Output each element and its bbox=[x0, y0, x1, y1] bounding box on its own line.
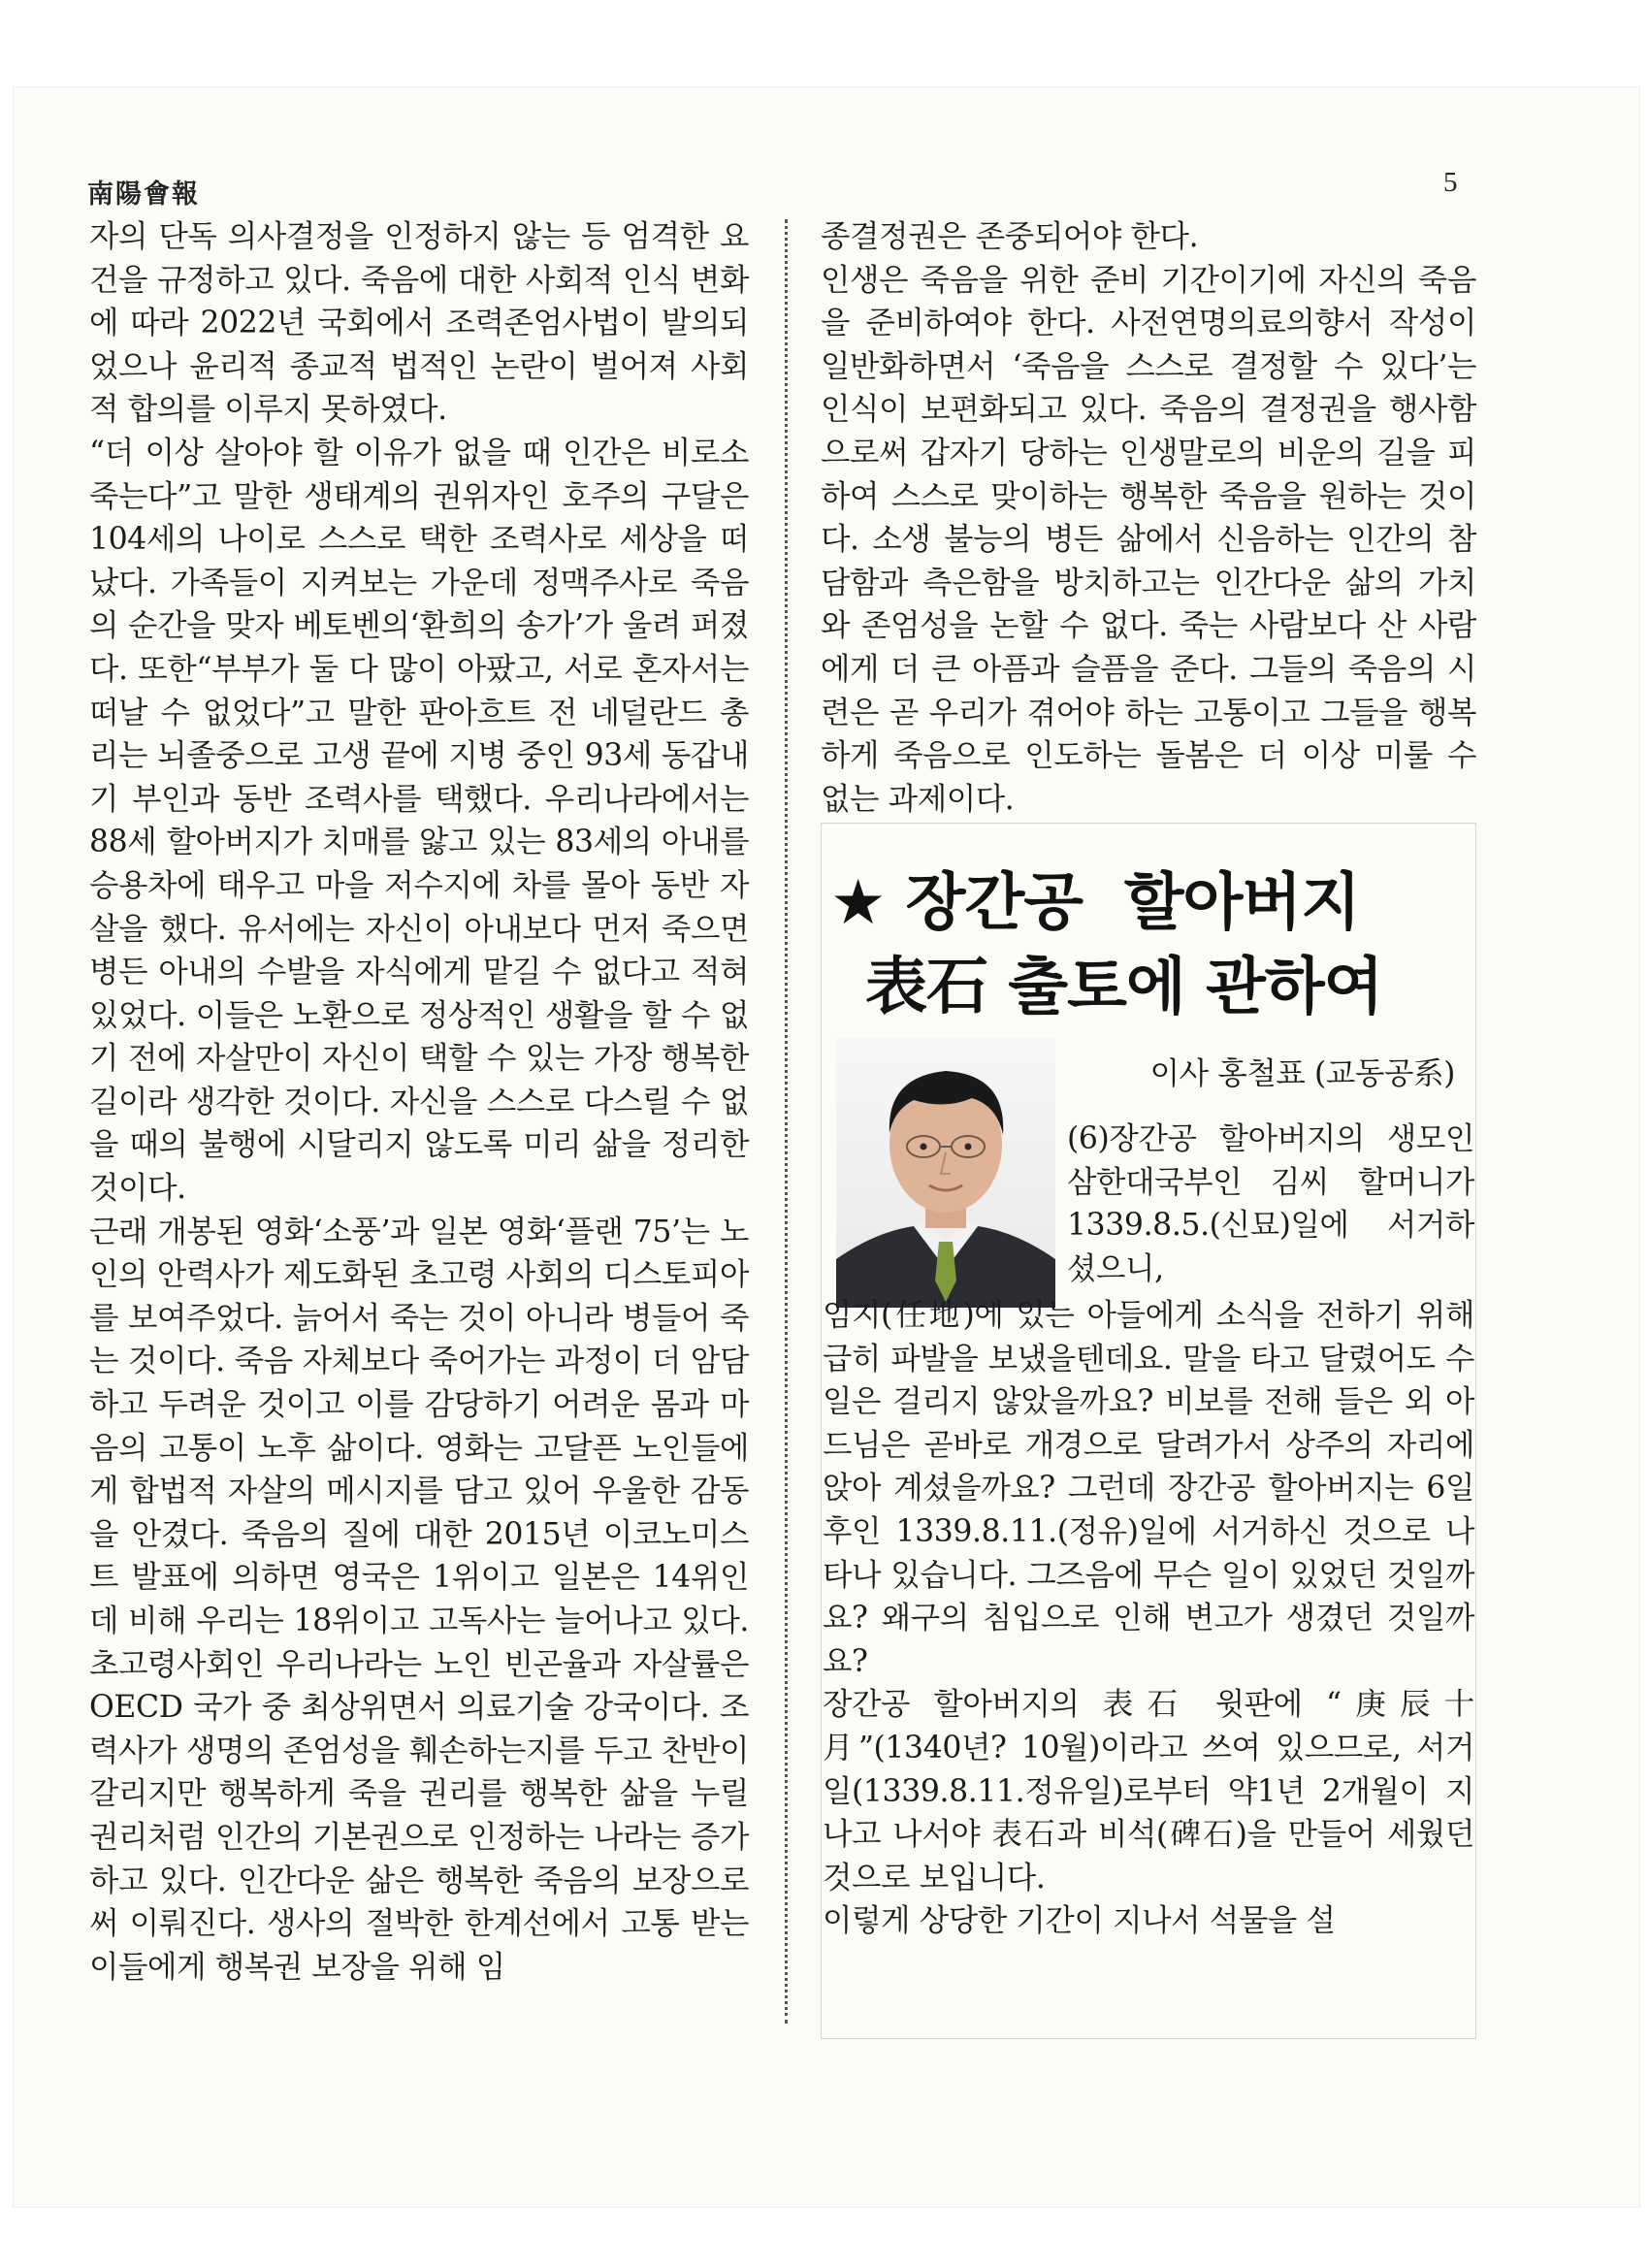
article-paragraph-1: 임지(任地)에 있는 아들에게 소식을 전하기 위해 급히 파발을 보냈을텐데요. 말을 타고 달렸어도 수일은 걸리지 않았을까요? 비보를 전해 들은 외 아드님은 곧바로 개경으로 달려가서 상주의 자리에 앉아 계셨을까요? 그런데 장간공 할아버지는 6일 후인 1339.8.11.(정유)일에 서거하신 것으로 나타나 있습니다. 그즈음에 무슨 일이 있었던 것일까요? 왜구의 침입으로 인해 변고가 생겼던 것일까요? bbox=[823, 1298, 1474, 1679]
page-number: 5 bbox=[1443, 167, 1458, 198]
left-paragraph-2: “더 이상 살아야 할 이유가 없을 때 인간은 비로소 죽는다”고 말한 생태계의 권위자인 호주의 구달은 104세의 나이로 스스로 택한 조력사로 세상을 떠났다. 가족들이 지켜보는 가운데 정맥주사로 죽음의 순간을 맞자 베토벤의‘환희의 송가’가 울려 퍼졌다. 또한“부부가 둘 다 많이 아팠고, 서로 혼자서는 떠날 수 없었다”고 말한 판아흐트 전 네덜란드 총리는 뇌졸중으로 고생 끝에 지병 중인 93세 동갑내기 부인과 동반 조력사를 택했다. 우리나라에서는 88세 할아버지가 치매를 앓고 있는 83세의 아내를 승용차에 태우고 마을 저수지에 차를 몰아 동반 자살을 했다. 유서에는 자신이 아내보다 먼저 죽으면 병든 아내의 수발을 자식에게 맡길 수 없다고 적혀 있었다. 이들은 노환으로 정상적인 생활을 할 수 없기 전에 자살만이 자신이 택할 수 있는 가장 행복한 길이라 생각한 것이다. 자신을 스스로 다스릴 수 없을 때의 불행에 시달리지 않도록 미리 삶을 정리한 것이다. bbox=[89, 435, 749, 1207]
left-paragraph-3: 근래 개봉된 영화‘소풍’과 일본 영화‘플랜 75’는 노인의 안력사가 제도화된 초고령 사회의 디스토피아를 보여주었다. 늙어서 죽는 것이 아니라 병들어 죽는 것이다. 죽음 자체보다 죽어가는 과정이 더 암담하고 두려운 것이고 이를 감당하기 어려운 몸과 마음의 고통이 노후 삶이다. 영화는 고달픈 노인들에게 합법적 자살의 메시지를 담고 있어 우울한 감동을 안겼다. 죽음의 질에 대한 2015년 이코노미스트 발표에 의하면 영국은 1위이고 일본은 14위인데 비해 우리는 18위이고 고독사는 늘어나고 있다. 초고령사회인 우리나라는 노인 빈곤율과 자살률은 OECD 국가 중 최상위면서 의료기술 강국이다. 조력사가 생명의 존엄성을 훼손하는지를 두고 찬반이 갈리지만 행복하게 죽을 권리를 행복한 삶을 누릴 권리처럼 인간의 기본권으로 인정하는 나라는 증가하고 있다. 인간다운 삶은 행복한 죽음의 보장으로써 이뤄진다. 생사의 절박한 한계선에서 고통 받는 이들에게 행복권 보장을 위해 임 bbox=[89, 1214, 749, 1985]
left-column bbox=[89, 215, 749, 1989]
left-paragraph-1: 자의 단독 의사결정을 인정하지 않는 등 엄격한 요건을 규정하고 있다. 죽음에 대한 사회적 인식 변화에 따라 2022년 국회에서 조력존엄사법이 발의되었으나 윤리적 종교적 법적인 논란이 벌어져 사회적 합의를 이루지 못하였다. bbox=[89, 219, 749, 428]
article-title-line-1: ★ 장간공 할아버지 bbox=[830, 867, 1360, 939]
article-intro-wrap: (6)장간공 할아버지의 생모인 삼한대국부인 김씨 할머니가 1339.8.5.(신묘)일에 서거하셨으니, bbox=[1067, 1121, 1474, 1286]
author-byline: 이사 홍철표 (교동공系) bbox=[1149, 1056, 1455, 1091]
author-portrait-icon bbox=[836, 1038, 1055, 1308]
column-divider bbox=[785, 219, 788, 2024]
right-paragraph-1: 종결정권은 존중되어야 한다. bbox=[821, 219, 1199, 254]
article-title-line-2: 表石 출토에 관하여 bbox=[865, 952, 1383, 1023]
newsletter-logo: 南陽會報 bbox=[87, 179, 200, 210]
article-title bbox=[830, 861, 1471, 1030]
article-paragraph-3: 이렇게 상당한 기간이 지나서 석물을 설 bbox=[823, 1903, 1336, 1939]
right-paragraph-2: 인생은 죽음을 위한 준비 기간이기에 자신의 죽음을 준비하여야 한다. 사전연명의료의향서 작성이 일반화하면서 ‘죽음을 스스로 결정할 수 있다’는 인식이 보편화되고 있다. 죽음의 결정권을 행사함으로써 갑자기 당하는 인생말로의 비운의 길을 피하여 스스로 맞이하는 행복한 죽음을 원하는 것이다. 소생 불능의 병든 삶에서 신음하는 인간의 참담함과 측은함을 방치하고는 인간다운 삶의 가치와 존엄성을 논할 수 없다. 죽는 사람보다 산 사람에게 더 큰 아픔과 슬픔을 준다. 그들의 죽음의 시련은 곧 우리가 겪어야 하는 고통이고 그들을 행복하게 죽음으로 인도하는 돌봄은 더 이상 미룰 수 없는 과제이다. bbox=[821, 262, 1476, 817]
article-paragraph-2: 장간공 할아버지의 表石 윗판에 “庚辰十月”(1340년? 10월)이라고 쓰여 있으므로, 서거일(1339.8.11.정유일)로부터 약1년 2개월이 지나고 나서야 表石과 비석(碑石)을 만들어 세웠던 것으로 보입니다. bbox=[823, 1687, 1474, 1895]
right-column bbox=[821, 215, 1476, 821]
author-photo bbox=[836, 1038, 1055, 1308]
article-body bbox=[823, 1294, 1474, 1943]
